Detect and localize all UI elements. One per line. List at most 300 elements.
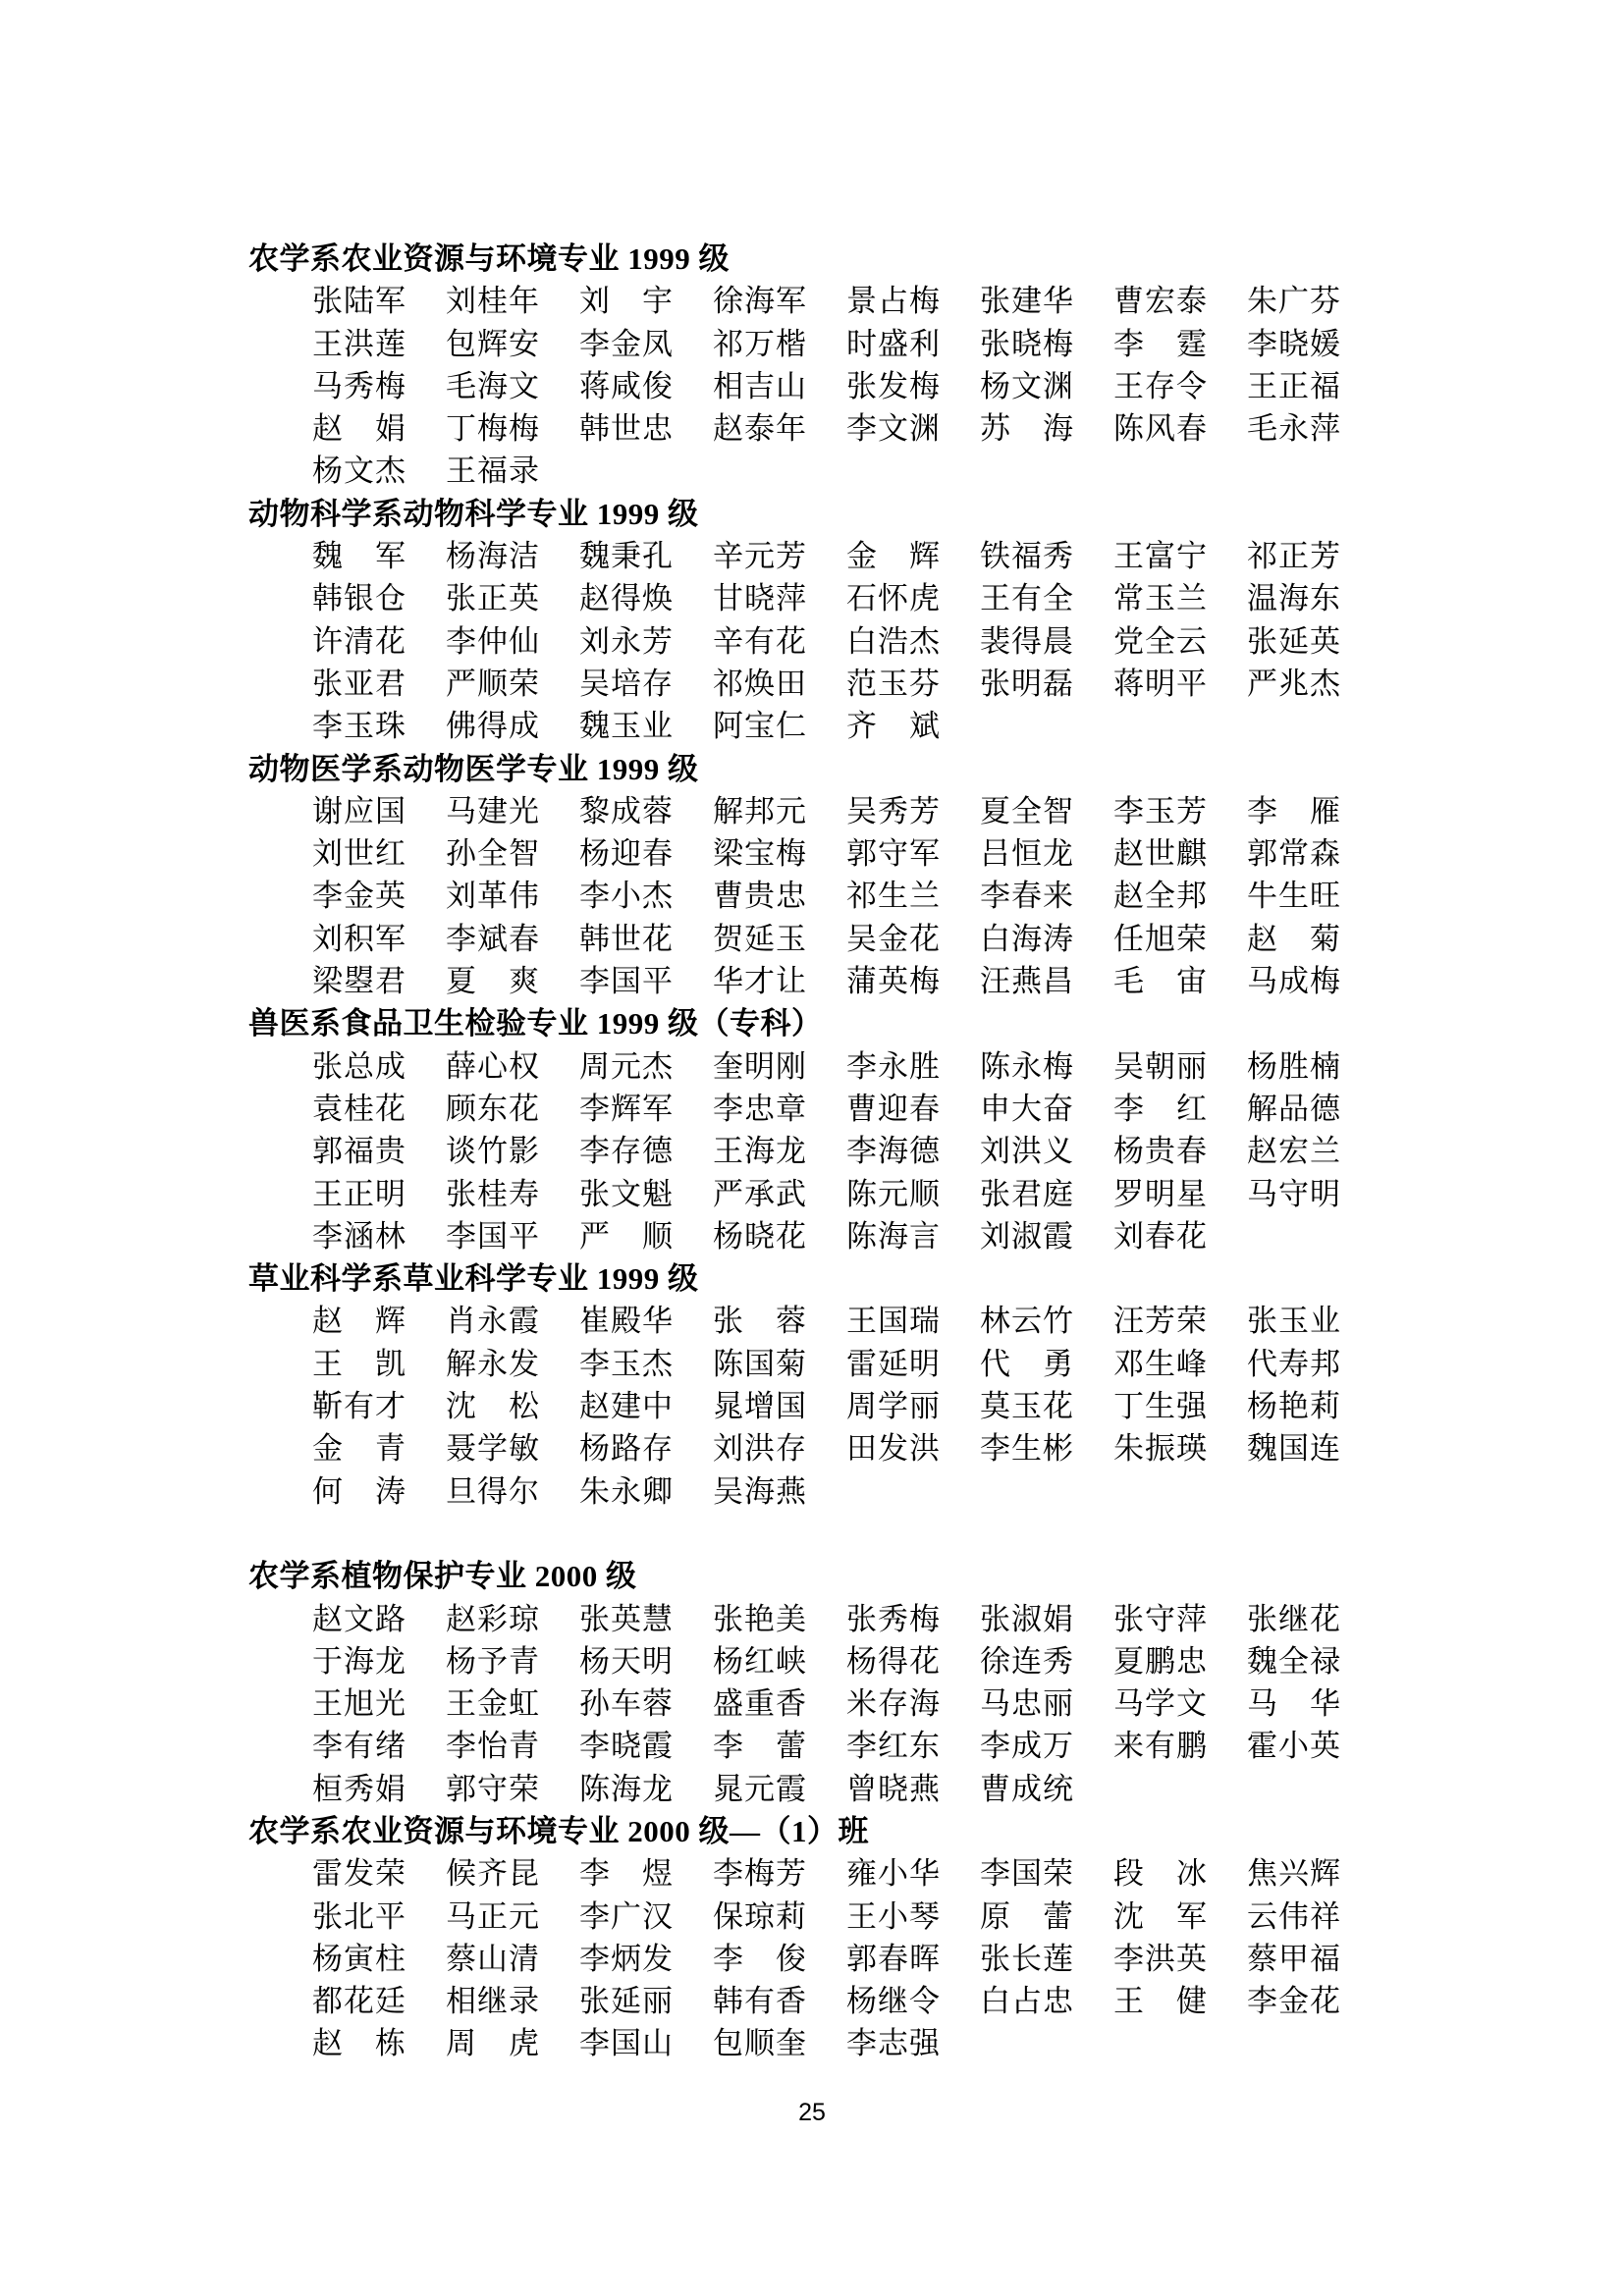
student-name: 吕恒龙 xyxy=(980,836,1074,872)
student-name: 马 华 xyxy=(1247,1686,1341,1722)
student-name: 李 雁 xyxy=(1247,793,1341,828)
student-name: 杨文杰 xyxy=(312,454,406,489)
name-row xyxy=(312,1682,1407,1725)
student-name: 沈 松 xyxy=(446,1389,540,1424)
student-name: 张延英 xyxy=(1247,623,1341,659)
student-name: 李红东 xyxy=(846,1729,941,1764)
student-name: 李存德 xyxy=(579,1134,674,1169)
student-name: 石怀虎 xyxy=(846,581,941,616)
student-name: 李成万 xyxy=(980,1729,1074,1764)
student-name: 杨迎春 xyxy=(579,836,674,872)
name-row xyxy=(312,705,1407,747)
student-name: 候齐昆 xyxy=(446,1856,540,1892)
student-name: 蔡甲福 xyxy=(1247,1941,1341,1976)
student-name: 温海东 xyxy=(1247,581,1341,616)
student-name: 齐 斌 xyxy=(846,709,941,744)
student-name: 包顺奎 xyxy=(713,2026,807,2061)
student-name: 谈竹影 xyxy=(446,1134,540,1169)
student-name: 朱振瑛 xyxy=(1113,1431,1208,1467)
student-name: 辛元芳 xyxy=(713,539,807,574)
student-name: 甘晓萍 xyxy=(713,581,807,616)
student-name: 奎明刚 xyxy=(713,1048,807,1084)
student-name: 张淑娟 xyxy=(980,1601,1074,1636)
student-name: 汪燕昌 xyxy=(980,964,1074,999)
student-name: 李文渊 xyxy=(846,411,941,447)
name-row xyxy=(312,1173,1407,1215)
student-name: 赵世麒 xyxy=(1113,836,1208,872)
student-name: 杨贵春 xyxy=(1113,1134,1208,1169)
student-name: 裴得晨 xyxy=(980,623,1074,659)
student-name: 刘淑霞 xyxy=(980,1218,1074,1254)
student-name: 祁万楷 xyxy=(713,326,807,361)
student-name: 李忠章 xyxy=(713,1091,807,1126)
name-row xyxy=(312,535,1407,577)
student-name: 张英慧 xyxy=(579,1601,674,1636)
student-name: 蒋明平 xyxy=(1113,666,1208,701)
student-name: 张长莲 xyxy=(980,1941,1074,1976)
name-row xyxy=(312,323,1407,365)
student-name: 李国平 xyxy=(579,964,674,999)
student-name: 李玉杰 xyxy=(579,1346,674,1381)
name-row xyxy=(312,1045,1407,1088)
student-name: 赵 辉 xyxy=(312,1304,406,1339)
student-name: 严承武 xyxy=(713,1176,807,1211)
student-name: 袁桂花 xyxy=(312,1091,406,1126)
student-name: 夏鹏忠 xyxy=(1113,1643,1208,1679)
student-name: 旦得尔 xyxy=(446,1473,540,1509)
student-name: 党全云 xyxy=(1113,623,1208,659)
student-name: 张守萍 xyxy=(1113,1601,1208,1636)
student-name: 杨继令 xyxy=(846,1984,941,2019)
student-name: 吴朝丽 xyxy=(1113,1048,1208,1084)
student-name: 金 青 xyxy=(312,1431,406,1467)
student-name: 陈永梅 xyxy=(980,1048,1074,1084)
roster-content xyxy=(248,238,1407,2065)
student-name: 徐连秀 xyxy=(980,1643,1074,1679)
student-name: 杨胜楠 xyxy=(1247,1048,1341,1084)
student-name: 李 蕾 xyxy=(713,1729,807,1764)
student-name: 代 勇 xyxy=(980,1346,1074,1381)
student-name: 杨得花 xyxy=(846,1643,941,1679)
student-name: 郭守荣 xyxy=(446,1771,540,1806)
student-name: 李仲仙 xyxy=(446,623,540,659)
page-number: 25 xyxy=(798,2099,826,2126)
name-row xyxy=(312,832,1407,875)
student-name: 蔡山清 xyxy=(446,1941,540,1976)
name-row xyxy=(312,2022,1407,2064)
name-row xyxy=(312,1470,1407,1513)
student-name: 陈国菊 xyxy=(713,1346,807,1381)
student-name: 赵文路 xyxy=(312,1601,406,1636)
student-name: 韩银仓 xyxy=(312,581,406,616)
student-name: 魏秉孔 xyxy=(579,539,674,574)
student-name: 于海龙 xyxy=(312,1643,406,1679)
student-name: 罗明星 xyxy=(1113,1176,1208,1211)
student-name: 张艳美 xyxy=(713,1601,807,1636)
student-name: 陈海言 xyxy=(846,1218,941,1254)
student-name: 张陆军 xyxy=(312,284,406,319)
student-name: 原 蕾 xyxy=(980,1898,1074,1934)
student-name: 李国平 xyxy=(446,1218,540,1254)
student-name: 丁梅梅 xyxy=(446,411,540,447)
student-name: 吴海燕 xyxy=(713,1473,807,1509)
student-name: 来有鹏 xyxy=(1113,1729,1208,1764)
student-name: 贺延玉 xyxy=(713,921,807,956)
student-name: 王有全 xyxy=(980,581,1074,616)
student-name: 张明磊 xyxy=(980,666,1074,701)
student-name: 吴金花 xyxy=(846,921,941,956)
student-name: 杨红峡 xyxy=(713,1643,807,1679)
student-name: 辛有花 xyxy=(713,623,807,659)
student-name: 桓秀娟 xyxy=(312,1771,406,1806)
student-name: 丁生强 xyxy=(1113,1389,1208,1424)
student-name: 白海涛 xyxy=(980,921,1074,956)
name-row xyxy=(312,1385,1407,1427)
name-row xyxy=(312,1088,1407,1130)
student-name: 严 顺 xyxy=(579,1218,674,1254)
student-name: 聂学敏 xyxy=(446,1431,540,1467)
student-name: 都花廷 xyxy=(312,1984,406,2019)
student-name: 靳有才 xyxy=(312,1389,406,1424)
name-row xyxy=(312,450,1407,492)
student-name: 李有绪 xyxy=(312,1729,406,1764)
student-name: 黎成蓉 xyxy=(579,793,674,828)
name-row xyxy=(312,1343,1407,1385)
student-name: 李玉芳 xyxy=(1113,793,1208,828)
student-name: 刘春花 xyxy=(1113,1218,1208,1254)
student-name: 华才让 xyxy=(713,964,807,999)
student-name: 张发梅 xyxy=(846,368,941,403)
student-name: 李玉珠 xyxy=(312,709,406,744)
student-name: 周 虎 xyxy=(446,2026,540,2061)
student-name: 苏 海 xyxy=(980,411,1074,447)
student-name: 毛永萍 xyxy=(1247,411,1341,447)
student-name: 焦兴辉 xyxy=(1247,1856,1341,1892)
name-row xyxy=(312,577,1407,619)
student-name: 朱永卿 xyxy=(579,1473,674,1509)
student-name: 阿宝仁 xyxy=(713,709,807,744)
name-row xyxy=(312,365,1407,407)
student-name: 王金虹 xyxy=(446,1686,540,1722)
student-name: 张君庭 xyxy=(980,1176,1074,1211)
student-name: 赵宏兰 xyxy=(1247,1134,1341,1169)
student-name: 解邦元 xyxy=(713,793,807,828)
student-name: 孙车蓉 xyxy=(579,1686,674,1722)
name-row xyxy=(312,1852,1407,1895)
student-name: 张总成 xyxy=(312,1048,406,1084)
student-name: 谢应国 xyxy=(312,793,406,828)
student-name: 马秀梅 xyxy=(312,368,406,403)
student-name: 李金英 xyxy=(312,879,406,914)
student-name: 林云竹 xyxy=(980,1304,1074,1339)
student-name: 吴培存 xyxy=(579,666,674,701)
name-row xyxy=(312,1768,1407,1810)
student-name: 李洪英 xyxy=(1113,1941,1208,1976)
name-row xyxy=(312,1598,1407,1640)
student-name: 莫玉花 xyxy=(980,1389,1074,1424)
student-name: 李海德 xyxy=(846,1134,941,1169)
student-name: 顾东花 xyxy=(446,1091,540,1126)
student-name: 李国荣 xyxy=(980,1856,1074,1892)
student-name: 王存令 xyxy=(1113,368,1208,403)
student-name: 李志强 xyxy=(846,2026,941,2061)
name-row xyxy=(312,1640,1407,1682)
student-name: 段 冰 xyxy=(1113,1856,1208,1892)
student-name: 汪芳荣 xyxy=(1113,1304,1208,1339)
name-row xyxy=(312,1980,1407,2022)
student-name: 保琼莉 xyxy=(713,1898,807,1934)
student-name: 杨予青 xyxy=(446,1643,540,1679)
student-name: 王旭光 xyxy=(312,1686,406,1722)
student-name: 曹贵忠 xyxy=(713,879,807,914)
student-name: 王正明 xyxy=(312,1176,406,1211)
student-name: 王 健 xyxy=(1113,1984,1208,2019)
student-name: 王富宁 xyxy=(1113,539,1208,574)
name-row xyxy=(312,407,1407,450)
student-name: 李国山 xyxy=(579,2026,674,2061)
student-name: 米存海 xyxy=(846,1686,941,1722)
student-name: 魏玉业 xyxy=(579,709,674,744)
student-name: 解品德 xyxy=(1247,1091,1341,1126)
student-name: 杨艳莉 xyxy=(1247,1389,1341,1424)
student-name: 杨晓花 xyxy=(713,1218,807,1254)
student-name: 陈风春 xyxy=(1113,411,1208,447)
student-name: 佛得成 xyxy=(446,709,540,744)
student-name: 李晓霞 xyxy=(579,1729,674,1764)
student-name: 赵 菊 xyxy=(1247,921,1341,956)
student-name: 许清花 xyxy=(312,623,406,659)
student-name: 王海龙 xyxy=(713,1134,807,1169)
student-name: 赵全邦 xyxy=(1113,879,1208,914)
student-name: 张亚君 xyxy=(312,666,406,701)
student-name: 王福录 xyxy=(446,454,540,489)
student-name: 张建华 xyxy=(980,284,1074,319)
student-name: 陈海龙 xyxy=(579,1771,674,1806)
student-name: 严兆杰 xyxy=(1247,666,1341,701)
student-name: 祁焕田 xyxy=(713,666,807,701)
student-name: 韩世花 xyxy=(579,921,674,956)
name-row xyxy=(312,875,1407,917)
student-name: 李广汉 xyxy=(579,1898,674,1934)
student-name: 张 蓉 xyxy=(713,1304,807,1339)
student-name: 刘积军 xyxy=(312,921,406,956)
student-name: 张北平 xyxy=(312,1898,406,1934)
student-name: 魏 军 xyxy=(312,539,406,574)
name-row xyxy=(312,1300,1407,1342)
student-name: 马正元 xyxy=(446,1898,540,1934)
student-name: 吴秀芳 xyxy=(846,793,941,828)
student-name: 李梅芳 xyxy=(713,1856,807,1892)
student-name: 赵 娟 xyxy=(312,411,406,447)
student-name: 金 辉 xyxy=(846,539,941,574)
student-name: 张延丽 xyxy=(579,1984,674,2019)
student-name: 白占忠 xyxy=(980,1984,1074,2019)
name-row xyxy=(312,1130,1407,1172)
student-name: 刘永芳 xyxy=(579,623,674,659)
student-name: 马学文 xyxy=(1113,1686,1208,1722)
student-name: 李炳发 xyxy=(579,1941,674,1976)
student-name: 毛海文 xyxy=(446,368,540,403)
student-name: 李小杰 xyxy=(579,879,674,914)
student-name: 李晓媛 xyxy=(1247,326,1341,361)
student-name: 赵得焕 xyxy=(579,581,674,616)
name-row xyxy=(312,1896,1407,1938)
student-name: 李 俊 xyxy=(713,1941,807,1976)
student-name: 盛重香 xyxy=(713,1686,807,1722)
student-name: 魏全禄 xyxy=(1247,1643,1341,1679)
student-name: 李 霆 xyxy=(1113,326,1208,361)
name-row xyxy=(312,1725,1407,1767)
student-name: 杨文渊 xyxy=(980,368,1074,403)
student-name: 晁元霞 xyxy=(713,1771,807,1806)
student-name: 范玉芬 xyxy=(846,666,941,701)
student-name: 张继花 xyxy=(1247,1601,1341,1636)
roster-section xyxy=(248,493,1407,748)
student-name: 王洪莲 xyxy=(312,326,406,361)
student-name: 包辉安 xyxy=(446,326,540,361)
student-name: 时盛利 xyxy=(846,326,941,361)
section-heading: 兽医系食品卫生检验专业 1999 级（专科） xyxy=(248,1006,823,1041)
student-name: 刘洪存 xyxy=(713,1431,807,1467)
roster-section xyxy=(248,1257,1407,1513)
student-name: 马守明 xyxy=(1247,1176,1341,1211)
student-name: 代寿邦 xyxy=(1247,1346,1341,1381)
section-heading: 草业科学系草业科学专业 1999 级 xyxy=(248,1261,699,1297)
roster-section xyxy=(248,1810,1407,2065)
student-name: 魏国连 xyxy=(1247,1431,1341,1467)
student-name: 王小琴 xyxy=(846,1898,941,1934)
student-name: 祁正芳 xyxy=(1247,539,1341,574)
roster-section xyxy=(248,238,1407,493)
student-name: 徐海军 xyxy=(713,284,807,319)
student-name: 铁福秀 xyxy=(980,539,1074,574)
student-name: 肖永霞 xyxy=(446,1304,540,1339)
student-name: 赵建中 xyxy=(579,1389,674,1424)
student-name: 曹成统 xyxy=(980,1771,1074,1806)
student-name: 杨海洁 xyxy=(446,539,540,574)
student-name: 郭福贵 xyxy=(312,1134,406,1169)
student-name: 王正福 xyxy=(1247,368,1341,403)
student-name: 张晓梅 xyxy=(980,326,1074,361)
student-name: 赵泰年 xyxy=(713,411,807,447)
student-name: 雷发荣 xyxy=(312,1856,406,1892)
student-name: 张秀梅 xyxy=(846,1601,941,1636)
student-name: 雍小华 xyxy=(846,1856,941,1892)
student-name: 杨天明 xyxy=(579,1643,674,1679)
name-row xyxy=(312,1938,1407,1980)
student-name: 马建光 xyxy=(446,793,540,828)
student-name: 申大奋 xyxy=(980,1091,1074,1126)
student-name: 马成梅 xyxy=(1247,964,1341,999)
name-row xyxy=(312,918,1407,960)
student-name: 李金凤 xyxy=(579,326,674,361)
student-name: 毛 宙 xyxy=(1113,964,1208,999)
student-name: 刘革伟 xyxy=(446,879,540,914)
student-name: 晁增国 xyxy=(713,1389,807,1424)
student-name: 相继录 xyxy=(446,1984,540,2019)
section-heading: 动物医学系动物医学专业 1999 级 xyxy=(248,751,699,786)
student-name: 薛心权 xyxy=(446,1048,540,1084)
student-name: 马忠丽 xyxy=(980,1686,1074,1722)
student-name: 梁曌君 xyxy=(312,964,406,999)
roster-section xyxy=(248,1002,1407,1257)
student-name: 梁宝梅 xyxy=(713,836,807,872)
student-name: 周学丽 xyxy=(846,1389,941,1424)
student-name: 相吉山 xyxy=(713,368,807,403)
student-name: 赵 栋 xyxy=(312,2026,406,2061)
student-name: 常玉兰 xyxy=(1113,581,1208,616)
student-name: 李永胜 xyxy=(846,1048,941,1084)
student-name: 张玉业 xyxy=(1247,1304,1341,1339)
student-name: 韩世忠 xyxy=(579,411,674,447)
student-name: 李春来 xyxy=(980,879,1074,914)
student-name: 景占梅 xyxy=(846,284,941,319)
student-name: 周元杰 xyxy=(579,1048,674,1084)
section-heading: 动物科学系动物科学专业 1999 级 xyxy=(248,496,699,531)
student-name: 刘世红 xyxy=(312,836,406,872)
student-name: 任旭荣 xyxy=(1113,921,1208,956)
section-heading: 农学系植物保护专业 2000 级 xyxy=(248,1559,637,1594)
student-name: 李涵林 xyxy=(312,1218,406,1254)
student-name: 杨路存 xyxy=(579,1431,674,1467)
student-name: 王国瑞 xyxy=(846,1304,941,1339)
student-name: 李金花 xyxy=(1247,1984,1341,2019)
student-name: 田发洪 xyxy=(846,1431,941,1467)
name-row xyxy=(312,960,1407,1002)
student-name: 牛生旺 xyxy=(1247,879,1341,914)
student-name: 解永发 xyxy=(446,1346,540,1381)
student-name: 陈元顺 xyxy=(846,1176,941,1211)
student-name: 夏全智 xyxy=(980,793,1074,828)
name-row xyxy=(312,280,1407,322)
roster-section xyxy=(248,748,1407,1003)
student-name: 张桂寿 xyxy=(446,1176,540,1211)
student-name: 李斌春 xyxy=(446,921,540,956)
section-heading: 农学系农业资源与环境专业 2000 级—（1）班 xyxy=(248,1813,869,1848)
student-name: 祁生兰 xyxy=(846,879,941,914)
student-name: 何 涛 xyxy=(312,1473,406,1509)
student-name: 曹迎春 xyxy=(846,1091,941,1126)
student-name: 霍小英 xyxy=(1247,1729,1341,1764)
student-name: 刘洪义 xyxy=(980,1134,1074,1169)
student-name: 夏 爽 xyxy=(446,964,540,999)
student-name: 曾晓燕 xyxy=(846,1771,941,1806)
student-name: 郭常森 xyxy=(1247,836,1341,872)
student-name: 杨寅柱 xyxy=(312,1941,406,1976)
student-name: 刘 宇 xyxy=(579,284,674,319)
student-name: 刘桂年 xyxy=(446,284,540,319)
student-name: 孙全智 xyxy=(446,836,540,872)
student-name: 张正英 xyxy=(446,581,540,616)
student-name: 李生彬 xyxy=(980,1431,1074,1467)
student-name: 李 红 xyxy=(1113,1091,1208,1126)
student-name: 雷延明 xyxy=(846,1346,941,1381)
name-row xyxy=(312,1427,1407,1469)
student-name: 王 凯 xyxy=(312,1346,406,1381)
student-name: 崔殿华 xyxy=(579,1304,674,1339)
student-name: 李 煜 xyxy=(579,1856,674,1892)
student-name: 邓生峰 xyxy=(1113,1346,1208,1381)
student-name: 云伟祥 xyxy=(1247,1898,1341,1934)
student-name: 严顺荣 xyxy=(446,666,540,701)
name-row xyxy=(312,1215,1407,1257)
name-row xyxy=(312,620,1407,663)
student-name: 李辉军 xyxy=(579,1091,674,1126)
roster-section xyxy=(248,1555,1407,1810)
student-name: 韩有香 xyxy=(713,1984,807,2019)
name-row xyxy=(312,663,1407,705)
student-name: 曹宏泰 xyxy=(1113,284,1208,319)
